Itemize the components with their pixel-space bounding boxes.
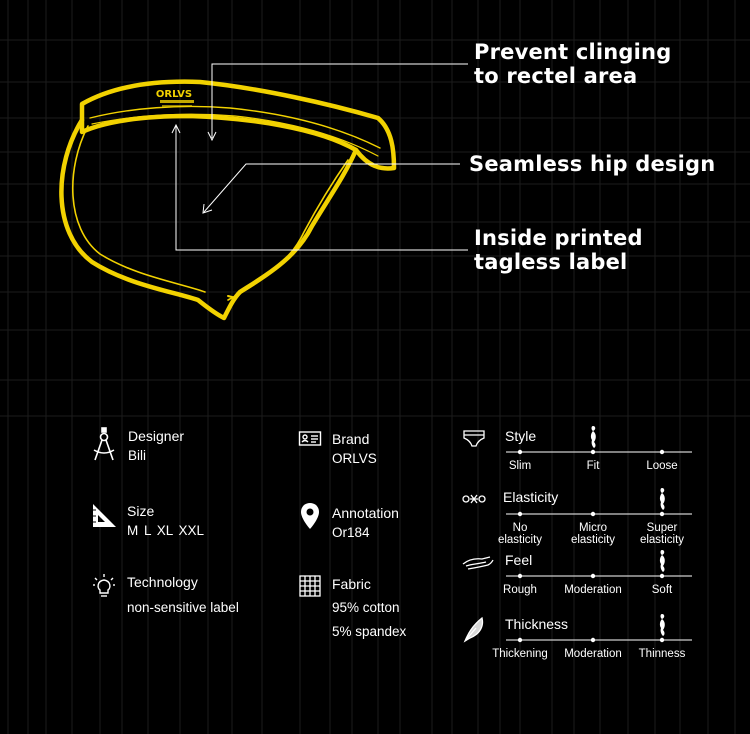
scale-tick-label: Moderation [564, 584, 622, 596]
scale-title: Elasticity [503, 489, 559, 505]
scale-dot [660, 638, 664, 642]
scale-selected-marker [660, 614, 665, 636]
spec-value: M L XL XXL [127, 523, 205, 538]
spec-value: ORLVS [332, 451, 377, 466]
scale-tick-label: Fit [586, 460, 600, 472]
waistband-brand-print: ORLVS [155, 89, 193, 100]
callout-text: Inside printed [474, 226, 643, 250]
spec-value: 95% cotton [332, 600, 400, 615]
stretch-icon [463, 495, 485, 503]
scale-dot [518, 638, 522, 642]
spec-value: non-sensitive label [127, 600, 239, 615]
callout-text: to rectel area [474, 64, 638, 88]
callout-text: Prevent clinging [474, 40, 672, 64]
spec-value: Or184 [332, 525, 370, 540]
scale-dot [591, 574, 595, 578]
spec-label: Technology [127, 574, 198, 590]
scale-tick-label: Micro elasticity [570, 522, 616, 546]
scale-selected-marker [660, 550, 665, 572]
scale-selected-marker [660, 488, 665, 510]
spec-label: Annotation [332, 505, 399, 521]
scale-dot [591, 638, 595, 642]
scale-title: Feel [505, 552, 533, 568]
scale-dot [518, 574, 522, 578]
scale-tick-label: Moderation [564, 648, 622, 660]
feather-icon [465, 618, 483, 641]
scale-tick-label: Super elasticity [639, 522, 685, 546]
callout-text: tagless label [474, 250, 628, 274]
spec-label: Fabric [332, 576, 371, 592]
spec-value: 5% spandex [332, 624, 407, 639]
scale-dot [591, 512, 595, 516]
spec-label: Designer [128, 428, 185, 444]
scale-dot [660, 574, 664, 578]
scale-tick-label: Soft [651, 584, 673, 596]
scale-tick-label: Thinness [638, 648, 686, 660]
spec-value: Bili [128, 448, 147, 463]
scale-selected-marker [591, 426, 596, 448]
scale-tick-label: Thickening [492, 648, 548, 660]
spec-label: Brand [332, 431, 370, 447]
scale-tick-label: No elasticity [497, 522, 543, 546]
callout-text: Seamless hip design [469, 152, 716, 176]
scale-dot [591, 450, 595, 454]
scale-dot [660, 450, 664, 454]
scale-tick-label: Rough [503, 584, 537, 596]
scale-title: Style [505, 428, 537, 444]
briefs-icon [464, 431, 484, 446]
hand-icon [463, 557, 493, 569]
scale-dot [518, 450, 522, 454]
scale-title: Thickness [505, 616, 569, 632]
scale-dot [518, 512, 522, 516]
scale-dot [660, 512, 664, 516]
scale-tick-label: Slim [508, 460, 532, 472]
spec-label: Size [127, 503, 155, 519]
scale-tick-label: Loose [646, 460, 678, 472]
